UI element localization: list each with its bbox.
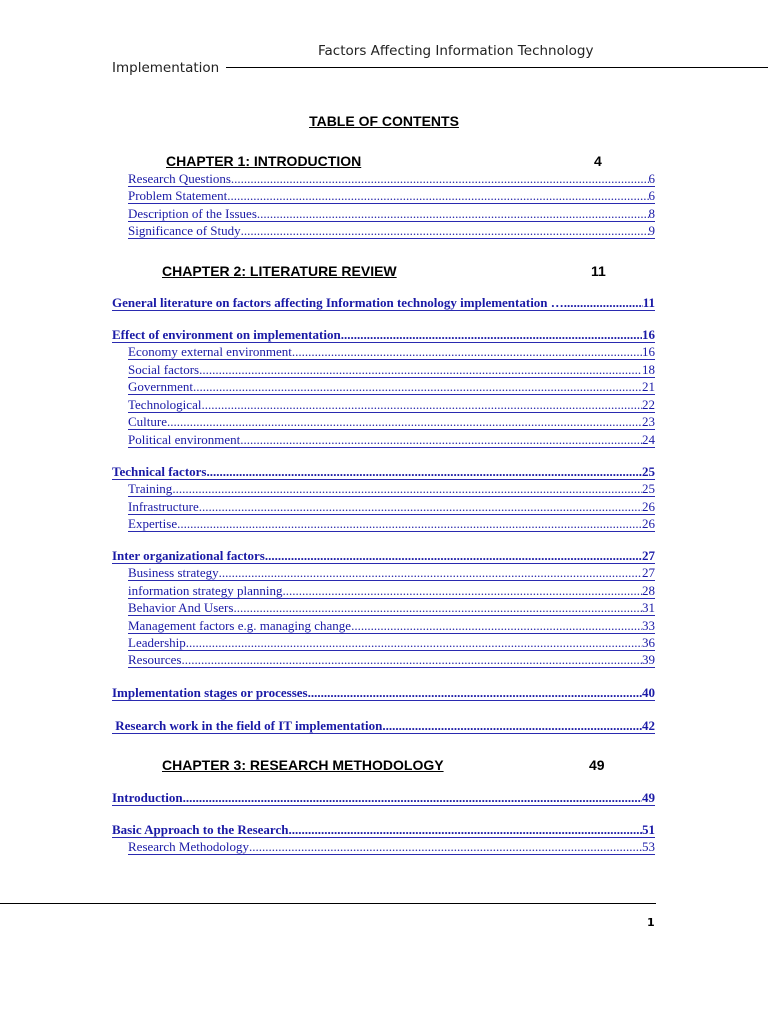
leader-dots [241, 223, 649, 239]
leader-dots [341, 327, 642, 343]
page-number: 1 [647, 916, 655, 929]
toc-entry-introduction[interactable] [112, 790, 655, 806]
entry-label: Infrastructure [128, 499, 199, 514]
leader-dots [219, 565, 642, 581]
leader-dots [183, 790, 642, 806]
leader-dots [177, 516, 642, 532]
leader-dots [199, 499, 642, 515]
chapter-label: CHAPTER 2: LITERATURE REVIEW [162, 263, 397, 279]
entry-page: 16 [642, 344, 655, 359]
entry-page: 39 [642, 652, 655, 667]
leader-dots [186, 635, 642, 651]
entry-label: Management factors e.g. managing change [128, 618, 352, 633]
entry-label: Problem Statement [128, 188, 228, 203]
entry-page: 25 [642, 481, 655, 496]
entry-label: Government [128, 379, 193, 394]
leader-dots [201, 397, 642, 413]
entry-page: 53 [642, 839, 655, 854]
toc-title: TABLE OF CONTENTS [309, 113, 459, 129]
leader-dots [199, 362, 642, 378]
entry-page: 6 [648, 188, 655, 203]
entry-label: Training [128, 481, 173, 496]
toc-entry-culture[interactable] [128, 414, 655, 430]
entry-label: Research Methodology [128, 839, 249, 854]
entry-page: 36 [642, 635, 655, 650]
entry-page: 27 [642, 548, 655, 563]
toc-entry-technical-factors[interactable] [112, 464, 655, 480]
toc-entry-infrastructure[interactable] [128, 499, 655, 515]
leader-dots [288, 822, 642, 838]
toc-entry-description-of-issues[interactable] [128, 206, 655, 222]
leader-dots [231, 171, 649, 187]
toc-entry-technological[interactable] [128, 397, 655, 413]
toc-entry-training[interactable] [128, 481, 655, 497]
leader-dots [257, 206, 649, 222]
entry-page: 26 [642, 516, 655, 531]
leader-dots [249, 839, 642, 855]
entry-label: Implementation stages or processes [112, 685, 308, 700]
entry-label: Social factors [128, 362, 200, 377]
entry-label: Technological [128, 397, 202, 412]
entry-label: Research Questions [128, 171, 231, 186]
entry-page: 33 [642, 618, 655, 633]
toc-entry-basic-approach[interactable] [112, 822, 655, 838]
chapter-label: CHAPTER 1: INTRODUCTION [166, 153, 362, 169]
leader-dots [308, 685, 642, 701]
entry-page: 22 [642, 397, 655, 412]
entry-page: 18 [642, 362, 655, 377]
entry-page: 6 [648, 171, 655, 186]
toc-entry-research-methodology[interactable] [128, 839, 655, 855]
entry-page: 27 [642, 565, 655, 580]
entry-page: 42 [642, 718, 655, 733]
toc-entry-business-strategy[interactable] [128, 565, 655, 581]
entry-label: Business strategy [128, 565, 219, 580]
entry-label: Introduction [112, 790, 183, 805]
entry-page: 49 [642, 790, 655, 805]
entry-page: 8 [648, 206, 655, 221]
chapter-page: 49 [589, 757, 605, 773]
leader-dots [283, 583, 642, 599]
leader-dots [351, 618, 642, 634]
entry-label: General literature on factors affecting Information technology implementation …. [112, 295, 568, 310]
entry-page: 26 [642, 499, 655, 514]
toc-entry-social-factors[interactable] [128, 362, 655, 378]
entry-label: Expertise [128, 516, 178, 531]
header-title: Factors Affecting Information Technology [318, 43, 594, 59]
entry-page: 25 [642, 464, 655, 479]
toc-entry-problem-statement[interactable] [128, 188, 655, 204]
chapter-3-heading[interactable] [162, 757, 605, 773]
toc-entry-leadership[interactable] [128, 635, 655, 651]
chapter-1-heading[interactable] [166, 153, 602, 169]
toc-entry-resources[interactable] [128, 652, 655, 668]
entry-label: Political environment [128, 432, 241, 447]
entry-page: 16 [642, 327, 655, 342]
entry-label: Behavior And Users [128, 600, 234, 615]
entry-page: 24 [642, 432, 655, 447]
entry-page: 23 [642, 414, 655, 429]
chapter-label: CHAPTER 3: RESEARCH METHODOLOGY [162, 757, 444, 773]
entry-label: Effect of environment on implementation [112, 327, 341, 342]
toc-entry-political-environment[interactable] [128, 432, 655, 448]
header-rule [226, 67, 768, 68]
entry-label: Description of the Issues [128, 206, 257, 221]
entry-label: Leadership [128, 635, 186, 650]
toc-entry-expertise[interactable] [128, 516, 655, 532]
entry-label: Research work in the field of IT implementation [112, 718, 383, 733]
entry-page: 28 [642, 583, 655, 598]
toc-entry-management-factors[interactable] [128, 618, 655, 634]
toc-entry-research-work-it[interactable] [112, 718, 655, 734]
leader-dots [265, 548, 642, 564]
entry-label: Technical factors [112, 464, 207, 479]
toc-entry-government[interactable] [128, 379, 655, 395]
chapter-2-heading[interactable] [162, 263, 606, 279]
leader-dots [172, 481, 642, 497]
entry-label: Economy external environment [128, 344, 292, 359]
leader-dots [382, 718, 642, 734]
entry-label: Inter organizational factors [112, 548, 265, 563]
toc-entry-economy-external[interactable] [128, 344, 655, 360]
toc-entry-information-strategy-planning[interactable] [128, 583, 655, 599]
entry-page: 11 [642, 295, 655, 310]
entry-label: Significance of Study [128, 223, 241, 238]
entry-label: information strategy planning [128, 583, 283, 598]
leader-dots [193, 379, 642, 395]
toc-entry-behavior-and-users[interactable] [128, 600, 655, 616]
leader-dots [167, 414, 642, 430]
entry-label: Resources [128, 652, 182, 667]
toc-entry-significance-of-study[interactable] [128, 223, 655, 239]
chapter-page: 11 [591, 263, 606, 279]
toc-entry-general-literature[interactable] [112, 295, 655, 311]
leader-dots [233, 600, 642, 616]
entry-page: 31 [642, 600, 655, 615]
toc-entry-effect-of-environment[interactable] [112, 327, 655, 343]
leader-dots [181, 652, 642, 668]
entry-label: Culture [128, 414, 167, 429]
entry-page: 21 [642, 379, 655, 394]
chapter-page: 4 [594, 153, 602, 169]
leader-dots [240, 432, 642, 448]
entry-page: 51 [642, 822, 655, 837]
entry-page: 9 [648, 223, 655, 238]
toc-entry-inter-organizational[interactable] [112, 548, 655, 564]
leader-dots [292, 344, 642, 360]
leader-dots [567, 295, 643, 311]
footer-rule [0, 903, 656, 904]
entry-page: 40 [642, 685, 655, 700]
toc-entry-research-questions[interactable] [128, 171, 655, 187]
leader-dots [206, 464, 642, 480]
entry-label: Basic Approach to the Research [112, 822, 289, 837]
toc-entry-implementation-stages[interactable] [112, 685, 655, 701]
header-title-continued: Implementation [112, 60, 220, 76]
leader-dots [227, 188, 648, 204]
